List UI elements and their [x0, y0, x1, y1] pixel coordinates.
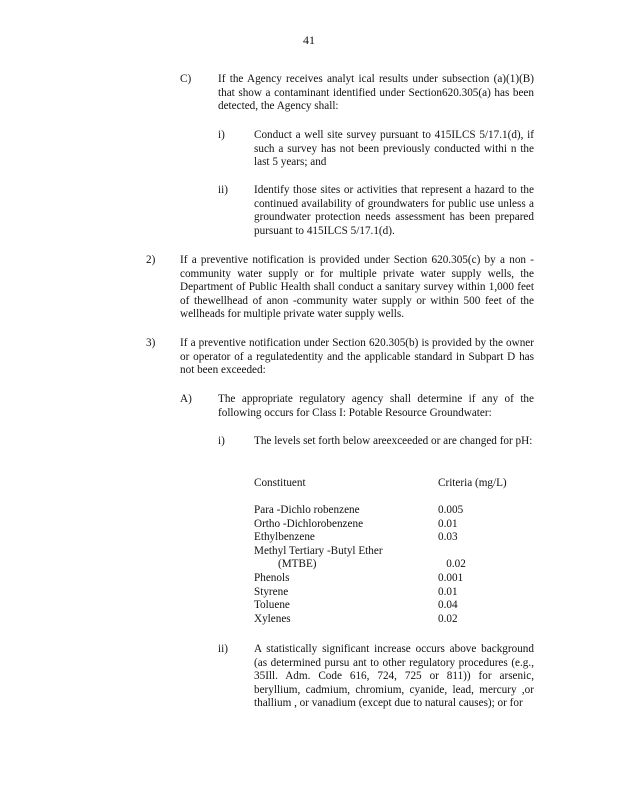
table-cell-criteria: 0.005: [438, 504, 464, 516]
item-c-i-text: [254, 129, 534, 170]
table-row: [254, 586, 534, 600]
item-2-text: [180, 254, 534, 322]
table-row: [254, 572, 534, 586]
item-a-paragraph: The appropriate regulatory agency shall determine if any of the following occurs for Class I: Potable Resource Groundwater:: [218, 393, 534, 419]
item-c-ii-text: [254, 184, 534, 238]
item-2-label: 2): [146, 254, 156, 266]
item-a-i-paragraph: The levels set forth below areexceeded or are changed for pH:: [254, 435, 533, 447]
table-row: [254, 545, 534, 559]
table-header-row: [254, 477, 534, 491]
criteria-table: [254, 477, 534, 491]
table-cell-constituent: Ortho -Dichlorobenzene: [254, 517, 364, 530]
item-c-paragraph: If the Agency receives analyt ical results under subsection (a)(1)(B) that show a contaminant identified under Section620.305(a) has been detected, the Agency shall:: [218, 73, 534, 113]
table-cell-constituent: Xylenes: [254, 612, 291, 625]
table-cell-criteria: 0.02: [446, 558, 466, 571]
item-c-label: C): [180, 73, 192, 85]
table-cell-constituent: Phenols: [254, 571, 290, 584]
item-a-ii-label: ii): [218, 643, 228, 655]
item-3-paragraph: If a preventive notification under Section 620.305(b) is provided by the owner or operator of a regulatedentity and the applicable standard in Subpart D has not been exceeded:: [180, 337, 534, 377]
item-c-ii-paragraph: Identify those sites or activities that represent a hazard to the continued availability of groundwaters for public use unless a groundwater protection needs assessment has been prepared pursuant to 415ILCS 5/17.1(d).: [254, 184, 534, 237]
table-cell-constituent: Para -Dichlo robenzene: [254, 504, 360, 516]
item-a-label: A): [180, 393, 192, 405]
table-row: [254, 531, 534, 545]
item-a-i-label: i): [218, 435, 225, 447]
item-2-paragraph: If a preventive notification is provided under Section 620.305(c) by a non - community water supply or for multiple private water supply wells, the Department of Public Health shall conduct a sanitary survey within 1,000 feet of thewellhead of anon -community water supply or within 500 feet of the wellheads for multiple private water supply wells.: [180, 254, 534, 321]
table-header-criteria: Criteria (mg/L): [438, 477, 507, 489]
item-c-i-label: i): [218, 129, 225, 141]
table-row: [254, 558, 534, 572]
table-cell-criteria: 0.01: [438, 517, 458, 530]
item-a-ii-paragraph: A statistically significant increase occurs above background (as determined pursu ant to other regulatory procedures (e.g., 35Ill. Adm. Code 616, 724, 725 or 811)) for arsenic, beryllium, cadmium, chromium, cyanide, lead, mercury ,or thallium , or vanadium (except due to natural causes); or for: [254, 643, 534, 710]
table-cell-criteria: 0.04: [438, 599, 458, 612]
item-3-text: [180, 337, 534, 378]
item-a-text: [218, 393, 534, 420]
table-cell-constituent: Styrene: [254, 585, 289, 598]
table-cell-constituent: (MTBE): [278, 558, 317, 571]
item-a-ii-text: [254, 643, 534, 711]
table-cell-constituent: Methyl Tertiary -Butyl Ether: [254, 544, 383, 557]
item-a-i-text: [254, 435, 534, 449]
item-c-i-paragraph: Conduct a well site survey pursuant to 415ILCS 5/17.1(d), if such a survey has not been previously conducted withi n the last 5 years; and: [254, 129, 534, 169]
criteria-table-body: [254, 504, 534, 626]
table-cell-constituent: Toluene: [254, 599, 290, 612]
item-c-text: [218, 73, 534, 114]
table-row: [254, 599, 534, 613]
table-cell-criteria: 0.001: [438, 571, 464, 584]
table-row: [254, 504, 534, 518]
table-row: [254, 518, 534, 532]
table-cell-criteria: 0.03: [438, 531, 458, 544]
page-number: 41: [303, 33, 315, 47]
item-3-label: 3): [146, 337, 156, 349]
table-cell-constituent: Ethylbenzene: [254, 531, 315, 544]
table-header-constituent: Constituent: [254, 477, 306, 489]
table-cell-criteria: 0.02: [438, 612, 458, 625]
table-cell-criteria: 0.01: [438, 585, 458, 598]
item-c-ii-label: ii): [218, 184, 228, 196]
table-row: [254, 613, 534, 627]
table-cell-criteria: [438, 545, 534, 559]
